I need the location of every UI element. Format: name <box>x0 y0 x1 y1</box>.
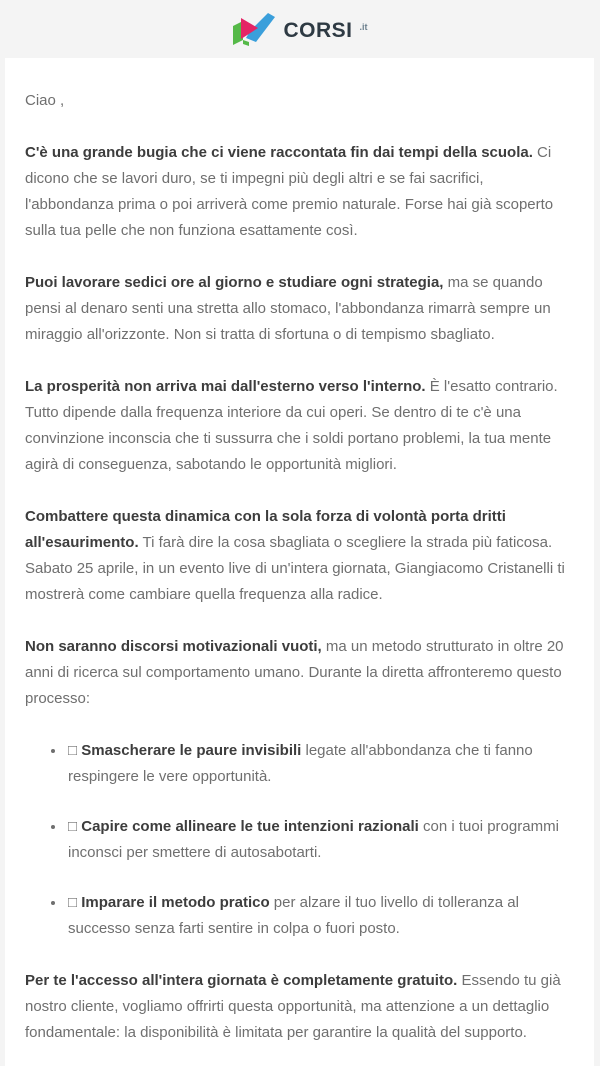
brand-suffix: .it <box>359 22 368 32</box>
bullet-text: legate all'abbondanza che ti fanno respingere le vere opportunità. <box>68 742 533 785</box>
list-item-practical-method <box>66 890 574 942</box>
greeting: Ciao , <box>25 92 65 109</box>
bullet-text: con i tuoi programmi inconsci per smettere di autosabotarti. <box>68 818 559 861</box>
paragraph-text: ma un metodo strutturato in oltre 20 anni di ricerca sul comportamento umano. Durante la diretta affronteremo questo processo: <box>25 638 564 707</box>
placeholder-glyph-icon: □ <box>68 894 82 911</box>
paragraph-lead: Combattere questa dinamica con la sola forza di volontà porta dritti all'esaurimento. <box>25 508 506 551</box>
paragraph-willpower <box>25 504 574 608</box>
placeholder-glyph-icon: □ <box>68 818 82 835</box>
email-header <box>0 0 600 58</box>
paragraph-lead: Per te l'accesso all'intera giornata è completamente gratuito. <box>25 972 458 989</box>
brand-text: CORSI <box>283 18 353 42</box>
paragraph-lead: C'è una grande bugia che ci viene raccontata fin dai tempi della scuola. <box>25 144 533 161</box>
email-body <box>5 58 594 1066</box>
paragraph-big-lie <box>25 140 574 244</box>
paragraph-free-access <box>25 968 574 1046</box>
paragraph-prosperity <box>25 374 574 478</box>
paragraph-text: Ti farà dire la cosa sbagliata o scegliere la strada più faticosa. Sabato 25 aprile, in un evento live di un'intera giornata, Giangiacomo Cristanelli ti mostrerà come cambiare quella frequenza alla radice. <box>25 534 565 603</box>
process-bullet-list <box>25 738 574 942</box>
list-item-unmask-fears <box>66 738 574 790</box>
paragraph-lead: Non saranno discorsi motivazionali vuoti, <box>25 638 322 655</box>
paragraph-text: Essendo tu già nostro cliente, vogliamo offrirti questa opportunità, ma attenzione a un dettaglio fondamentale: la disponibilità è limitata per garantire la qualità del supporto. <box>25 972 561 1041</box>
list-item-align-intentions <box>66 814 574 866</box>
paragraph-work-hard <box>25 270 574 348</box>
paragraph-lead: Puoi lavorare sedici ore al giorno e studiare ogni strategia, <box>25 274 444 291</box>
corsi-logo[interactable] <box>232 11 367 47</box>
paragraph-text: ma se quando pensi al denaro senti una stretta allo stomaco, l'abbondanza rimarrà sempre un miraggio all'orizzonte. Non si tratta di sfortuna o di tempismo sbagliato. <box>25 274 551 343</box>
placeholder-glyph-icon: □ <box>68 742 82 759</box>
paragraph-text: È l'esatto contrario. Tutto dipende dalla frequenza interiore da cui operi. Se dentro di te c'è una convinzione inconscia che ti sussurra che i soldi portano problemi, la tua mente agirà di conseguenza, sabotando le opportunità migliori. <box>25 378 558 473</box>
bullet-lead: Smascherare le paure invisibili <box>81 742 302 759</box>
paragraph-text: Ci dicono che se lavori duro, se ti impegni più degli altri e se fai sacrifici, l'abbondanza prima o poi arriverà come premio naturale. Forse hai già scoperto sulla tua pelle che non funziona esattamente così. <box>25 144 554 239</box>
bullet-lead: Capire come allineare le tue intenzioni razionali <box>81 818 419 835</box>
bullet-text: per alzare il tuo livello di tolleranza al successo senza farti sentire in colpa o fuori posto. <box>68 894 519 937</box>
paragraph-lead: La prosperità non arriva mai dall'esterno verso l'interno. <box>25 378 426 395</box>
corsi-logo-icon <box>232 11 276 47</box>
paragraph-method-intro <box>25 634 574 712</box>
bullet-lead: Imparare il metodo pratico <box>81 894 270 911</box>
